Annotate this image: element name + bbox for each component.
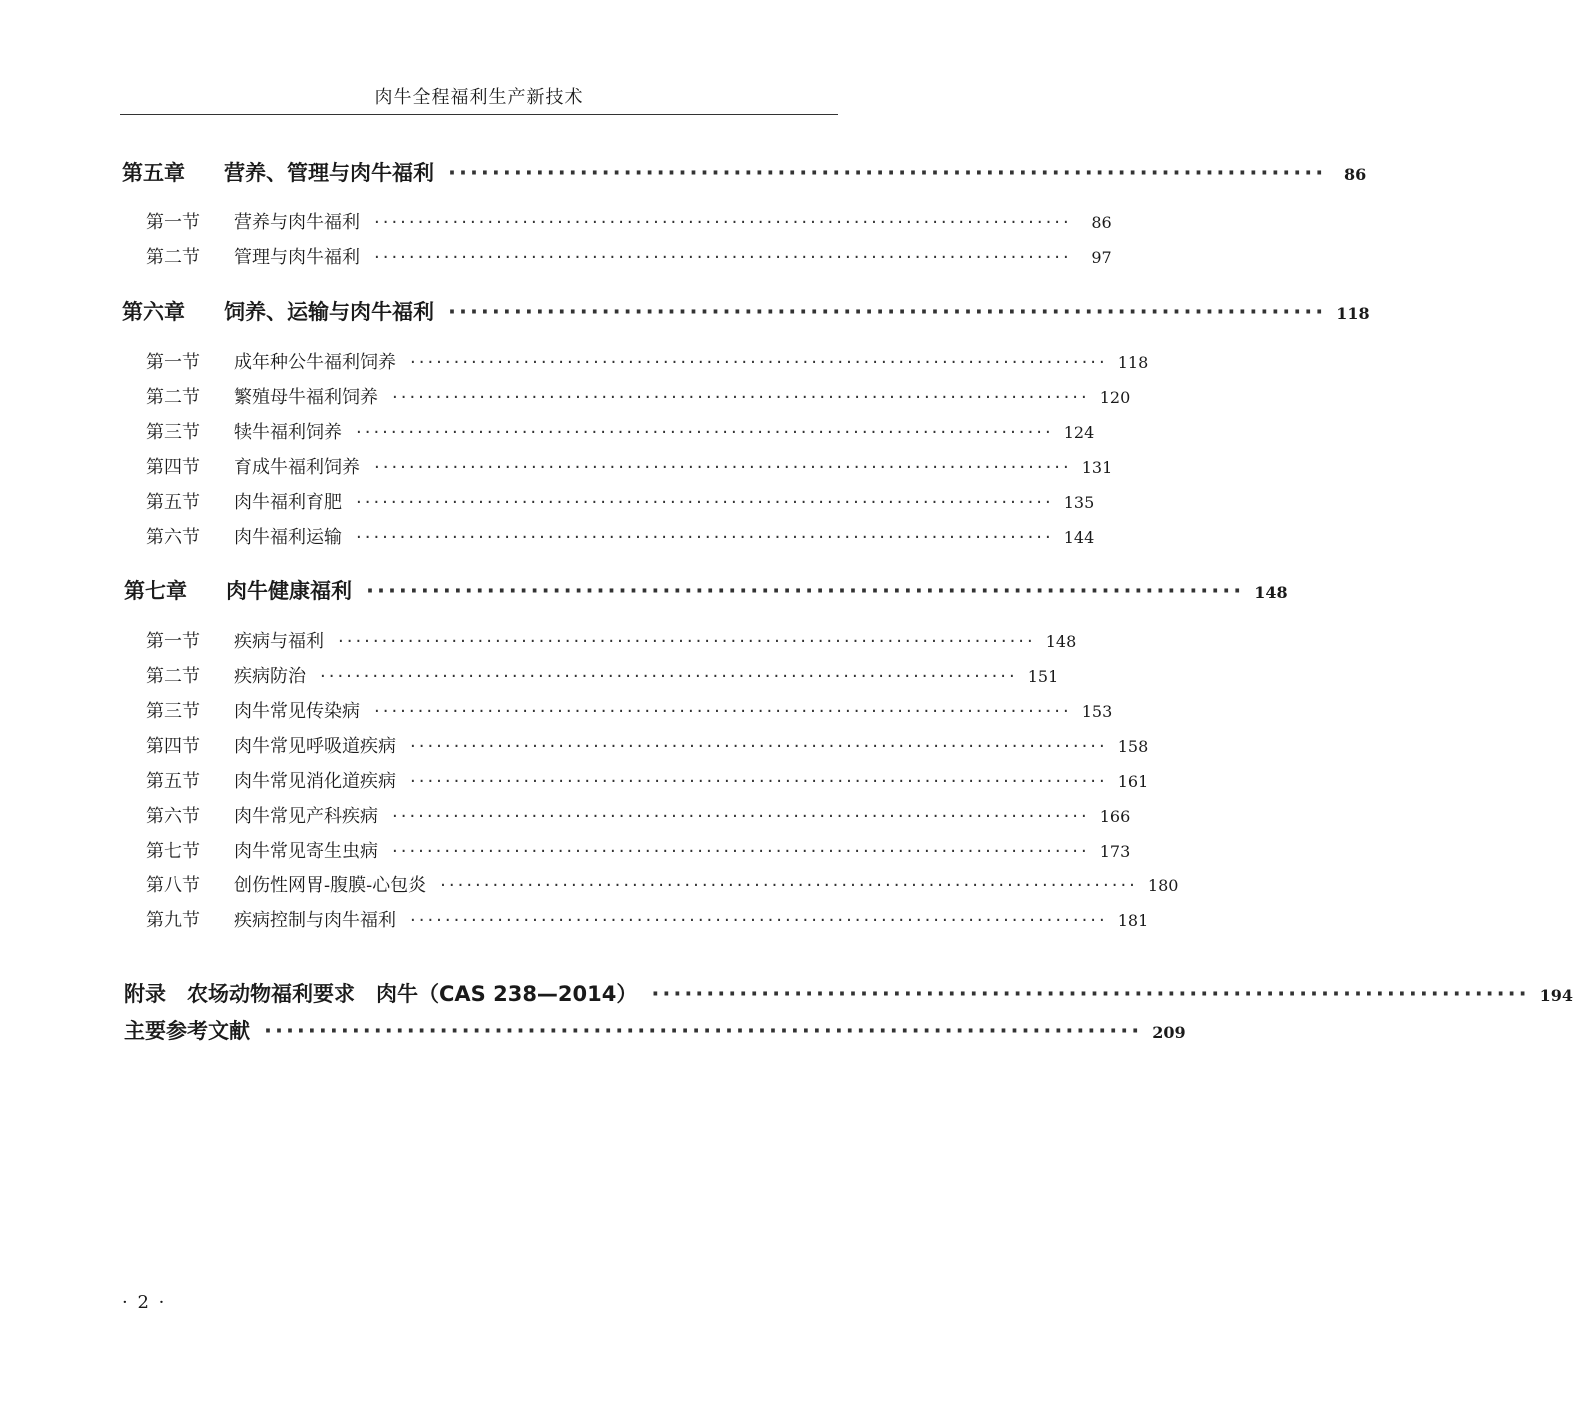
page-number: 120: [1099, 388, 1131, 407]
toc-appendix[interactable]: [124, 978, 1573, 1008]
section-label: 第七节: [146, 841, 200, 862]
running-header: 肉牛全程福利生产新技术: [374, 87, 584, 108]
page-footer-number: · 2 ·: [122, 1292, 167, 1313]
section-label: 第五节: [146, 492, 200, 513]
page-number: 86: [1091, 213, 1112, 232]
section-label: 第九节: [146, 910, 200, 931]
section-label: 第二节: [146, 387, 200, 408]
section-title: 肉牛常见传染病: [234, 701, 360, 722]
chapter-title: 肉牛健康福利: [226, 579, 352, 603]
page-number: 161: [1117, 772, 1149, 791]
section-label: 第六节: [146, 527, 200, 548]
dot-leader: ················································································: [356, 492, 1054, 513]
section-title: 肉牛福利育肥: [234, 492, 342, 513]
section-title: 营养与肉牛福利: [234, 212, 360, 233]
toc-section[interactable]: [146, 802, 1131, 828]
page-number: 180: [1147, 876, 1179, 895]
section-label: 第五节: [146, 771, 200, 792]
section-title: 肉牛常见产科疾病: [234, 806, 378, 827]
section-title: 成年种公牛福利饲养: [234, 352, 396, 373]
page-number: 151: [1027, 667, 1059, 686]
dot-leader: ················································································: [374, 247, 1072, 268]
toc-section[interactable]: [146, 243, 1112, 269]
dot-leader: ················································································: [356, 527, 1054, 548]
section-label: 第一节: [146, 212, 200, 233]
section-label: 第二节: [146, 247, 200, 268]
section-label: 第三节: [146, 422, 200, 443]
section-title: 繁殖母牛福利饲养: [234, 387, 378, 408]
toc-section[interactable]: [146, 871, 1179, 897]
toc-chapter-5[interactable]: [122, 157, 1367, 187]
dot-leader: ················································································: [410, 771, 1108, 792]
header-divider: [120, 114, 838, 115]
dot-leader: ················································································: [374, 457, 1072, 478]
page-number: 173: [1099, 842, 1131, 861]
toc-section[interactable]: [146, 837, 1131, 863]
page-number: 131: [1081, 458, 1113, 477]
page-number: 86: [1343, 165, 1367, 184]
page-number: 209: [1152, 1023, 1186, 1042]
page-number: 135: [1063, 493, 1095, 512]
section-label: 第八节: [146, 875, 200, 896]
appendix-title: 附录 农场动物福利要求 肉牛（CAS 238—2014）: [124, 982, 638, 1006]
chapter-title: 营养、管理与肉牛福利: [224, 161, 434, 185]
section-label: 第六节: [146, 806, 200, 827]
dot-leader: ················································································: [651, 982, 1530, 1006]
toc-section[interactable]: [146, 453, 1113, 479]
section-title: 疾病防治: [234, 666, 306, 687]
section-title: 育成牛福利饲养: [234, 457, 360, 478]
toc-section[interactable]: [146, 523, 1095, 549]
dot-leader: ················································································: [374, 212, 1072, 233]
toc-section[interactable]: [146, 383, 1131, 409]
toc-section[interactable]: [146, 906, 1149, 932]
page-number: 124: [1063, 423, 1095, 442]
dot-leader: ················································································: [392, 841, 1090, 862]
section-title: 疾病与福利: [234, 631, 324, 652]
references-title: 主要参考文献: [124, 1019, 250, 1043]
page-number: 118: [1117, 353, 1149, 372]
page-number: 118: [1336, 304, 1370, 323]
section-label: 第三节: [146, 701, 200, 722]
page-number: 144: [1063, 528, 1095, 547]
dot-leader: ················································································: [410, 352, 1108, 373]
dot-leader: ················································································: [264, 1019, 1143, 1043]
dot-leader: ················································································: [448, 300, 1327, 324]
page-number: 181: [1117, 911, 1149, 930]
chapter-label: 第七章: [124, 579, 187, 603]
section-title: 疾病控制与肉牛福利: [234, 910, 396, 931]
page-number: 166: [1099, 807, 1131, 826]
dot-leader: ················································································: [392, 387, 1090, 408]
dot-leader: ················································································: [410, 736, 1108, 757]
dot-leader: ················································································: [448, 161, 1327, 185]
toc-section[interactable]: [146, 208, 1112, 234]
section-label: 第一节: [146, 352, 200, 373]
chapter-label: 第六章: [122, 300, 185, 324]
toc-section[interactable]: [146, 732, 1149, 758]
toc-section[interactable]: [146, 697, 1113, 723]
page-number: 97: [1091, 248, 1112, 267]
section-title: 肉牛福利运输: [234, 527, 342, 548]
chapter-label: 第五章: [122, 161, 185, 185]
toc-section[interactable]: [146, 767, 1149, 793]
section-label: 第二节: [146, 666, 200, 687]
section-label: 第四节: [146, 736, 200, 757]
toc-references[interactable]: [124, 1015, 1186, 1045]
toc-chapter-7[interactable]: [124, 575, 1288, 605]
dot-leader: ················································································: [338, 631, 1036, 652]
toc-section[interactable]: [146, 418, 1095, 444]
section-title: 肉牛常见寄生虫病: [234, 841, 378, 862]
dot-leader: ················································································: [374, 701, 1072, 722]
toc-section[interactable]: [146, 662, 1059, 688]
section-title: 创伤性网胃-腹膜-心包炎: [234, 875, 427, 896]
toc-chapter-6[interactable]: [122, 296, 1370, 326]
dot-leader: ················································································: [320, 666, 1018, 687]
dot-leader: ················································································: [410, 910, 1108, 931]
page-number: 158: [1117, 737, 1149, 756]
toc-section[interactable]: [146, 488, 1095, 514]
section-title: 管理与肉牛福利: [234, 247, 360, 268]
section-label: 第四节: [146, 457, 200, 478]
section-title: 肉牛常见呼吸道疾病: [234, 736, 396, 757]
dot-leader: ················································································: [440, 875, 1138, 896]
dot-leader: ················································································: [356, 422, 1054, 443]
page-number: 153: [1081, 702, 1113, 721]
dot-leader: ················································································: [366, 579, 1245, 603]
toc-section[interactable]: [146, 627, 1077, 653]
page-number: 194: [1539, 986, 1573, 1005]
section-label: 第一节: [146, 631, 200, 652]
section-title: 肉牛常见消化道疾病: [234, 771, 396, 792]
page-number: 148: [1254, 583, 1288, 602]
section-title: 犊牛福利饲养: [234, 422, 342, 443]
dot-leader: ················································································: [392, 806, 1090, 827]
chapter-title: 饲养、运输与肉牛福利: [224, 300, 434, 324]
page-number: 148: [1045, 632, 1077, 651]
toc-section[interactable]: [146, 348, 1149, 374]
